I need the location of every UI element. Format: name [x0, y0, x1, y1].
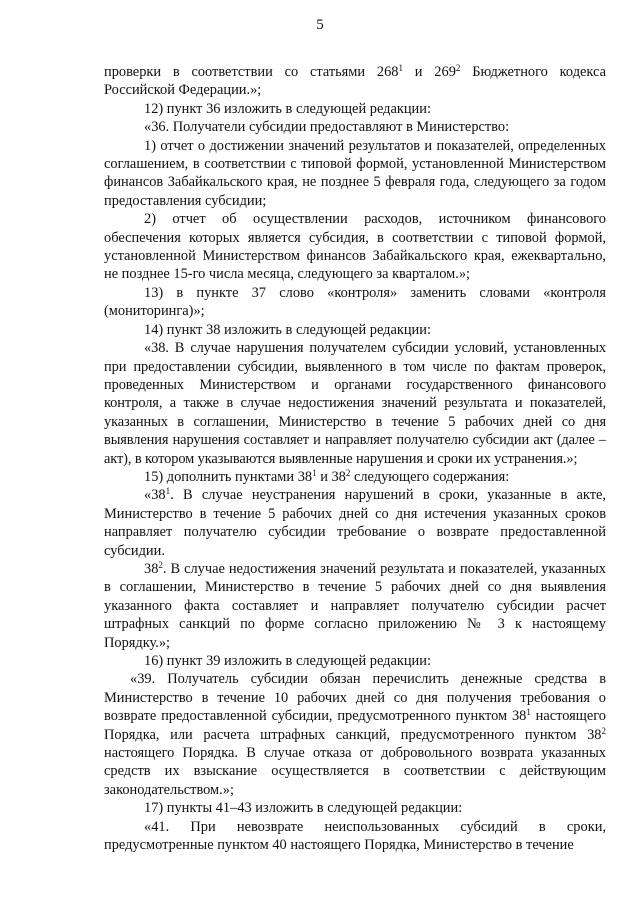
- paragraph-14: 17) пункты 41–43 изложить в следующей редакции:: [144, 800, 463, 817]
- paragraph-3: «36. Получатели субсидии предоставляют в Министерство:: [144, 119, 510, 136]
- paragraph-6: 13) в пункте 37 слово «контроля» заменить словами «контроля (мониторинга)»;: [104, 284, 606, 320]
- paragraph-7: 14) пункт 38 изложить в следующей редакции:: [144, 321, 431, 338]
- paragraph-5: 2) отчет об осуществлении расходов, источником финансового обеспечения которых является субсидия, в соответствии с типовой формой, установленной Министерством финансов Забайкальского края, ежеквартально, не позднее 15-го числа месяца, следующего за кварталом.»;: [104, 211, 606, 283]
- paragraph-1: проверки в соответствии со статьями $268^1$ и $269^2$ Бюджетного кодекса Российской Федерации.»;: [104, 63, 606, 99]
- paragraph-11: $38^2$. В случае недостижения значений результата и показателей, указанных в соглашении, Министерство в течение 5 рабочих дней со дня выявления указанного факта составляет и направляет получателю субсидии расчет штрафных санкций по форме согласно приложению № 3 к настоящему Порядку.»;: [104, 559, 606, 651]
- paragraph-9: 15) дополнить пунктами $38^1$ и $38^2$ следующего содержания:: [144, 467, 510, 485]
- document-body: [104, 63, 606, 854]
- paragraph-13: «39. Получатель субсидии обязан перечислить денежные средства в Министерство в течение 10 рабочих дней со дня получения требования о возврате предоставленной субсидии, предусмотренного пунктом $38^1$ настоящего Порядка, или расчета штрафных санкций, предусмотренного пунктом $38^2$ настоящего Порядка. В случае отказа от добровольного возврата указанных средств их взыскание осуществляется в соответствии с действующим законодательством.»;: [104, 671, 606, 798]
- paragraph-15: «41. При невозврате неиспользованных субсидий в сроки, предусмотренные пунктом 40 настоящего Порядка, Министерство в течение: [104, 818, 606, 854]
- paragraph-12: 16) пункт 39 изложить в следующей редакции:: [144, 653, 431, 669]
- paragraph-8: «38. В случае нарушения получателем субсидии условий, установленных при предоставлении субсидии, выявленного в том числе по фактам проверок, проведенных Министерством и органами государственного финансового контроля, а также в случае недостижения значений результата и показателей, указанных в соглашении, Министерство в течение 5 рабочих дней со дня выявления нарушения составляет и направляет получателю субсидии акт (далее – акт), в котором указываются выявленные нарушения и сроки их устранения.»;: [104, 340, 606, 467]
- paragraph-4: 1) отчет о достижении значений результатов и показателей, определенных соглашением, в соответствии с типовой формой, установленной Министерством финансов Забайкальского края, не позднее 5 февраля года, следующего за годом предоставления субсидии;: [104, 137, 606, 209]
- paragraph-2: 12) пункт 36 изложить в следующей редакции:: [144, 100, 431, 117]
- paragraph-10: «$38^1$. В случае неустранения нарушений в сроки, указанные в акте, Министерство в течение 5 рабочих дней со дня истечения указанных сроков направляет получателю субсидии требование о возврате предоставленной субсидии.: [104, 486, 606, 559]
- page-number: 5: [316, 17, 324, 33]
